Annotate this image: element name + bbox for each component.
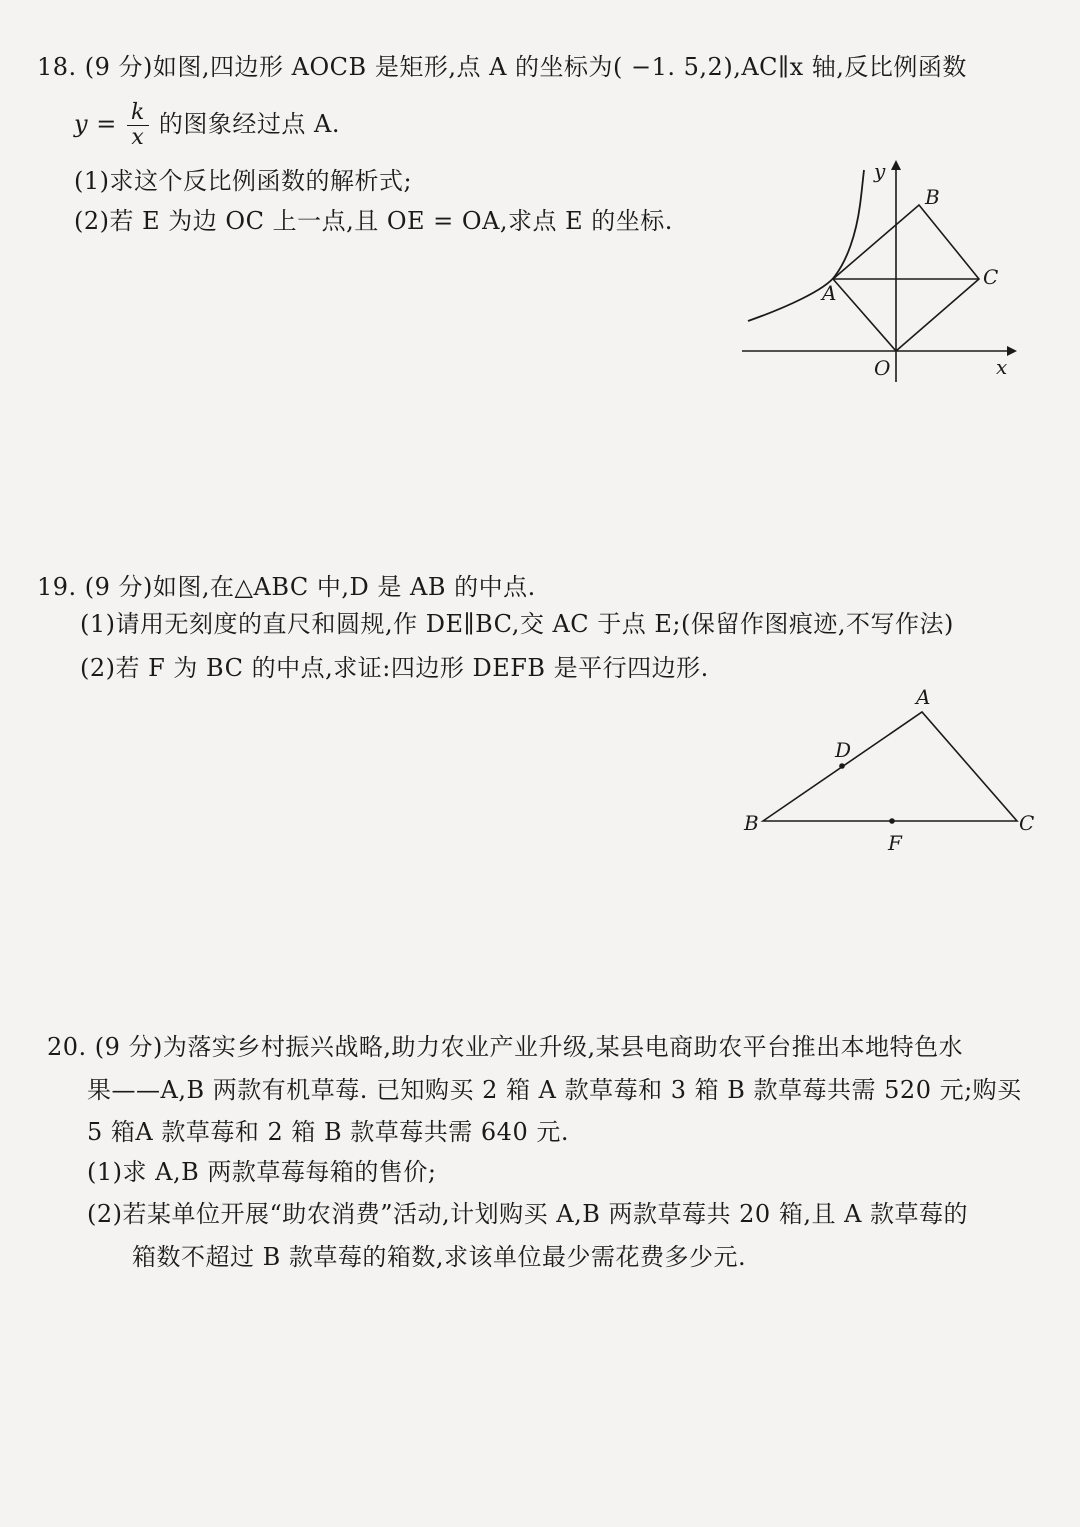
q20-part2-line2: 箱数不超过 B 款草莓的箱数,求该单位最少需花费多少元. xyxy=(132,1243,747,1271)
label-b: B xyxy=(925,185,940,209)
point-f xyxy=(889,818,895,824)
label-f: F xyxy=(888,831,902,855)
q20-line2: 果——A,B 两款有机草莓. 已知购买 2 箱 A 款草莓和 3 箱 B 款草莓共需 520 元;购买 xyxy=(87,1076,1022,1104)
q18-stem-line1: 18. (9 分)如图,四边形 AOCB 是矩形,点 A 的坐标为( −1. 5,2),AC∥x 轴,反比例函数 xyxy=(37,53,967,81)
q18-formula-fraction xyxy=(127,101,149,150)
triangle-abc xyxy=(763,712,1017,821)
point-d xyxy=(839,763,845,769)
q18-part2: (2)若 E 为边 OC 上一点,且 OE = OA,求点 E 的坐标. xyxy=(74,207,673,235)
q18-formula-denominator: x xyxy=(131,125,145,150)
q18-part1: (1)求这个反比例函数的解析式; xyxy=(74,167,413,195)
label-d: D xyxy=(835,738,852,762)
q19-part1: (1)请用无刻度的直尺和圆规,作 DE∥BC,交 AC 于点 E;(保留作图痕迹,不写作法) xyxy=(80,610,954,638)
q19-figure xyxy=(730,675,1040,865)
label-a: A xyxy=(916,685,931,709)
q20-line3: 5 箱A 款草莓和 2 箱 B 款草莓共需 640 元. xyxy=(87,1118,569,1146)
q18-formula-lhs: y = xyxy=(74,110,117,138)
x-axis-arrow-icon xyxy=(1007,346,1017,356)
label-b: B xyxy=(744,811,759,835)
q20-line1: 20. (9 分)为落实乡村振兴战略,助力农业产业升级,某县电商助农平台推出本地特色水 xyxy=(47,1033,964,1061)
q19-part2: (2)若 F 为 BC 的中点,求证:四边形 DEFB 是平行四边形. xyxy=(80,654,709,682)
label-c: C xyxy=(983,265,999,289)
q18-formula-numerator: k xyxy=(127,101,149,126)
q20-part1: (1)求 A,B 两款草莓每箱的售价; xyxy=(87,1158,437,1186)
label-c: C xyxy=(1019,811,1035,835)
q20-part2-line1: (2)若某单位开展“助农消费”活动,计划购买 A,B 两款草莓共 20 箱,且 A 款草莓的 xyxy=(87,1200,969,1228)
q19-stem: 19. (9 分)如图,在△ABC 中,D 是 AB 的中点. xyxy=(37,573,536,601)
y-axis-arrow-icon xyxy=(891,160,901,170)
q18-figure xyxy=(730,150,1030,390)
label-y: y xyxy=(874,159,886,183)
label-o: O xyxy=(874,356,891,380)
label-x: x xyxy=(996,355,1008,379)
label-a: A xyxy=(822,281,837,305)
q18-stem-line2-rest: 的图象经过点 A. xyxy=(158,110,341,138)
rectangle-aocb xyxy=(833,205,979,351)
q18-stem-line2 xyxy=(74,98,340,150)
hyperbola-curve xyxy=(748,170,864,321)
